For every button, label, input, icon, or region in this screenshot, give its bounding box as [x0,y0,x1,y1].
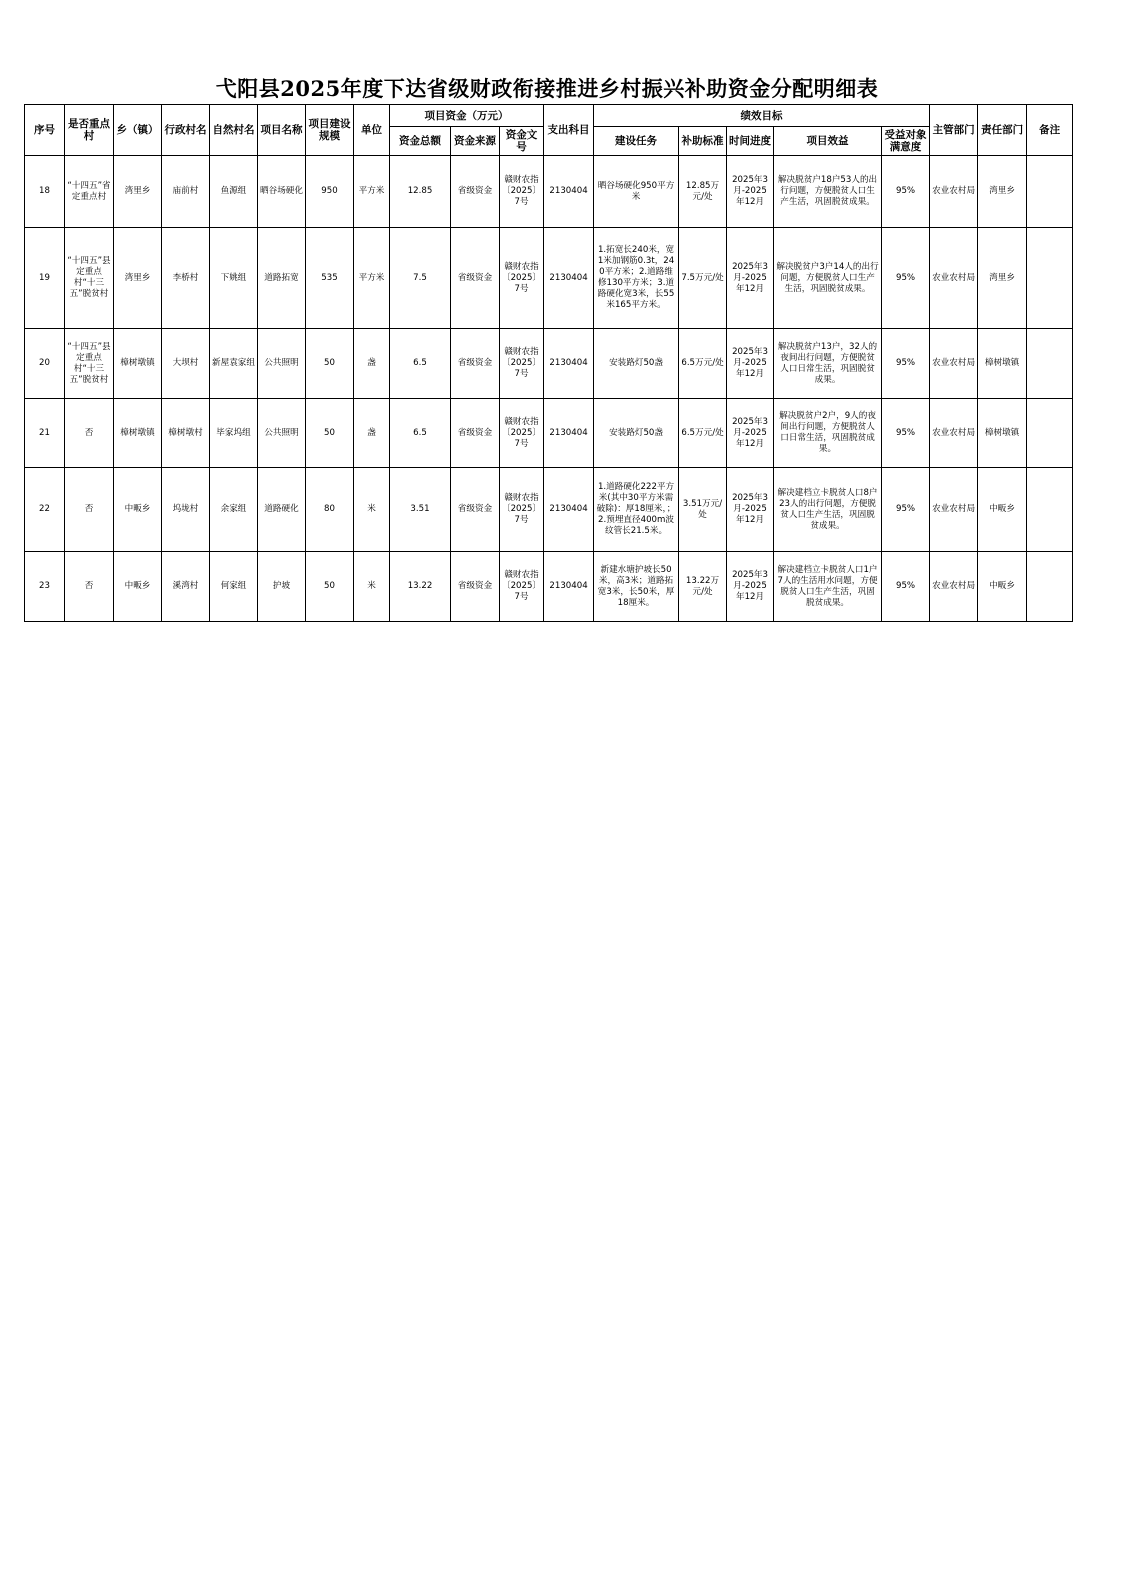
cell-fund-total: 13.22 [390,552,451,622]
cell-unit: 米 [354,468,390,552]
cell-dept: 农业农村局 [930,468,978,552]
cell-township: 樟树墩镇 [114,399,162,468]
cell-township: 湾里乡 [114,156,162,228]
cell-fund-doc: 赣财农指〔2025〕7号 [500,399,544,468]
cell-scale: 50 [306,329,354,399]
cell-fund-doc: 赣财农指〔2025〕7号 [500,228,544,329]
cell-dept: 农业农村局 [930,228,978,329]
cell-seq: 21 [25,399,65,468]
cell-satisfaction: 95% [882,399,930,468]
cell-key-village: 否 [65,468,114,552]
cell-fund-doc: 赣财农指〔2025〕7号 [500,552,544,622]
header-funds-group: 项目资金（万元） [390,105,544,127]
cell-project-name: 公共照明 [258,329,306,399]
cell-seq: 23 [25,552,65,622]
cell-satisfaction: 95% [882,228,930,329]
cell-satisfaction: 95% [882,156,930,228]
header-row-1 [25,105,1073,127]
table-row [25,399,1073,468]
header-dept: 主管部门 [930,105,978,156]
cell-project-name: 道路拓宽 [258,228,306,329]
header-township: 乡（镇） [114,105,162,156]
cell-schedule: 2025年3月-2025年12月 [727,552,774,622]
cell-admin-village: 坞垅村 [162,468,210,552]
cell-fund-doc: 赣财农指〔2025〕7号 [500,329,544,399]
cell-dept: 农业农村局 [930,552,978,622]
cell-scale: 50 [306,552,354,622]
cell-resp: 湾里乡 [978,156,1027,228]
cell-schedule: 2025年3月-2025年12月 [727,399,774,468]
header-schedule: 时间进度 [727,127,774,156]
cell-schedule: 2025年3月-2025年12月 [727,329,774,399]
cell-benefit: 解决脱贫户3户14人的出行问题，方便脱贫人口生产生活，巩固脱贫成果。 [774,228,882,329]
cell-township: 中畈乡 [114,468,162,552]
cell-standard: 3.51万元/处 [679,468,727,552]
cell-task: 安装路灯50盏 [594,399,679,468]
cell-schedule: 2025年3月-2025年12月 [727,468,774,552]
cell-benefit: 解决建档立卡脱贫人口8户23人的出行问题，方便脱贫人口生产生活，巩固脱贫成果。 [774,468,882,552]
header-unit: 单位 [354,105,390,156]
cell-fund-source: 省级资金 [451,228,500,329]
cell-task: 新建水塘护坡长50米，高3米；道路拓宽3米，长50米，厚18厘米。 [594,552,679,622]
cell-dept: 农业农村局 [930,156,978,228]
cell-township: 中畈乡 [114,552,162,622]
cell-fund-total: 6.5 [390,399,451,468]
cell-benefit: 解决脱贫户18户53人的出行问题，方便脱贫人口生产生活，巩固脱贫成果。 [774,156,882,228]
cell-unit: 米 [354,552,390,622]
cell-scale: 535 [306,228,354,329]
cell-subject: 2130404 [544,228,594,329]
cell-project-name: 护坡 [258,552,306,622]
cell-subject: 2130404 [544,329,594,399]
header-subject: 支出科目 [544,105,594,156]
header-key-village: 是否重点村 [65,105,114,156]
cell-satisfaction: 95% [882,552,930,622]
cell-benefit: 解决建档立卡脱贫人口1户7人的生活用水问题，方便脱贫人口生产生活，巩固脱贫成果。 [774,552,882,622]
header-performance-group: 绩效目标 [594,105,930,127]
cell-unit: 平方米 [354,228,390,329]
cell-standard: 6.5万元/处 [679,329,727,399]
cell-admin-village: 樟树墩村 [162,399,210,468]
cell-schedule: 2025年3月-2025年12月 [727,228,774,329]
header-fund-total: 资金总额 [390,127,451,156]
cell-note [1027,468,1073,552]
table-row [25,468,1073,552]
cell-schedule: 2025年3月-2025年12月 [727,156,774,228]
cell-admin-village: 庙前村 [162,156,210,228]
cell-natural-village: 何家组 [210,552,258,622]
cell-township: 樟树墩镇 [114,329,162,399]
cell-seq: 20 [25,329,65,399]
cell-fund-total: 3.51 [390,468,451,552]
header-standard: 补助标准 [679,127,727,156]
cell-task: 晒谷场硬化950平方米 [594,156,679,228]
cell-seq: 18 [25,156,65,228]
cell-note [1027,156,1073,228]
cell-benefit: 解决脱贫户13户，32人的夜间出行问题，方便脱贫人口日常生活，巩固脱贫成果。 [774,329,882,399]
cell-note [1027,329,1073,399]
cell-project-name: 公共照明 [258,399,306,468]
cell-task: 安装路灯50盏 [594,329,679,399]
cell-task: 1.拓宽长240米，宽1米加钢筋0.3t，240平方米；2.道路维修130平方米；3.道路硬化宽3米，长55米165平方米。 [594,228,679,329]
cell-fund-source: 省级资金 [451,329,500,399]
cell-natural-village: 鱼源组 [210,156,258,228]
cell-resp: 湾里乡 [978,228,1027,329]
table-row [25,329,1073,399]
header-natural-village: 自然村名 [210,105,258,156]
cell-fund-source: 省级资金 [451,156,500,228]
cell-scale: 950 [306,156,354,228]
cell-fund-doc: 赣财农指〔2025〕7号 [500,156,544,228]
cell-subject: 2130404 [544,399,594,468]
cell-resp: 樟树墩镇 [978,399,1027,468]
table-row [25,552,1073,622]
cell-fund-source: 省级资金 [451,468,500,552]
page-title: 弋阳县2025年度下达省级财政衔接推进乡村振兴补助资金分配明细表 [215,76,879,101]
cell-satisfaction: 95% [882,329,930,399]
cell-key-village: “十四五”省定重点村 [65,156,114,228]
cell-natural-village: 新屋袁家组 [210,329,258,399]
cell-natural-village: 毕家坞组 [210,399,258,468]
cell-resp: 中畈乡 [978,468,1027,552]
cell-resp: 樟树墩镇 [978,329,1027,399]
cell-project-name: 晒谷场硬化 [258,156,306,228]
table-row [25,156,1073,228]
header-task: 建设任务 [594,127,679,156]
cell-admin-village: 李桥村 [162,228,210,329]
cell-subject: 2130404 [544,156,594,228]
cell-seq: 22 [25,468,65,552]
cell-standard: 7.5万元/处 [679,228,727,329]
cell-subject: 2130404 [544,468,594,552]
cell-unit: 盏 [354,399,390,468]
cell-standard: 6.5万元/处 [679,399,727,468]
header-project-name: 项目名称 [258,105,306,156]
allocation-table [24,104,1073,622]
cell-fund-total: 6.5 [390,329,451,399]
cell-note [1027,399,1073,468]
header-admin-village: 行政村名 [162,105,210,156]
cell-natural-village: 余家组 [210,468,258,552]
header-benefit: 项目效益 [774,127,882,156]
cell-scale: 80 [306,468,354,552]
cell-fund-source: 省级资金 [451,399,500,468]
cell-scale: 50 [306,399,354,468]
header-fund-source: 资金来源 [451,127,500,156]
cell-standard: 13.22万元/处 [679,552,727,622]
header-seq: 序号 [25,105,65,156]
cell-key-village: “十四五”县定重点村“十三五”脱贫村 [65,228,114,329]
cell-seq: 19 [25,228,65,329]
cell-note [1027,552,1073,622]
cell-fund-total: 12.85 [390,156,451,228]
cell-admin-village: 大坝村 [162,329,210,399]
header-scale: 项目建设规模 [306,105,354,156]
cell-natural-village: 下姚组 [210,228,258,329]
cell-key-village: “十四五”县定重点村“十三五”脱贫村 [65,329,114,399]
cell-dept: 农业农村局 [930,329,978,399]
cell-satisfaction: 95% [882,468,930,552]
cell-standard: 12.85万元/处 [679,156,727,228]
cell-task: 1.道路硬化222平方米(其中30平方米需破除)：厚18厘米，；2.预埋直径400m波纹管长21.5米。 [594,468,679,552]
cell-township: 湾里乡 [114,228,162,329]
cell-fund-doc: 赣财农指〔2025〕7号 [500,468,544,552]
header-satisfaction: 受益对象满意度 [882,127,930,156]
cell-resp: 中畈乡 [978,552,1027,622]
header-resp: 责任部门 [978,105,1027,156]
cell-benefit: 解决脱贫户2户，9人的夜间出行问题，方便脱贫人口日常生活，巩固脱贫成果。 [774,399,882,468]
cell-unit: 盏 [354,329,390,399]
header-note: 备注 [1027,105,1073,156]
cell-key-village: 否 [65,399,114,468]
cell-unit: 平方米 [354,156,390,228]
cell-subject: 2130404 [544,552,594,622]
cell-key-village: 否 [65,552,114,622]
cell-note [1027,228,1073,329]
cell-project-name: 道路硬化 [258,468,306,552]
header-fund-doc: 资金文号 [500,127,544,156]
cell-fund-total: 7.5 [390,228,451,329]
table-row [25,228,1073,329]
cell-admin-village: 溪湾村 [162,552,210,622]
cell-dept: 农业农村局 [930,399,978,468]
cell-fund-source: 省级资金 [451,552,500,622]
